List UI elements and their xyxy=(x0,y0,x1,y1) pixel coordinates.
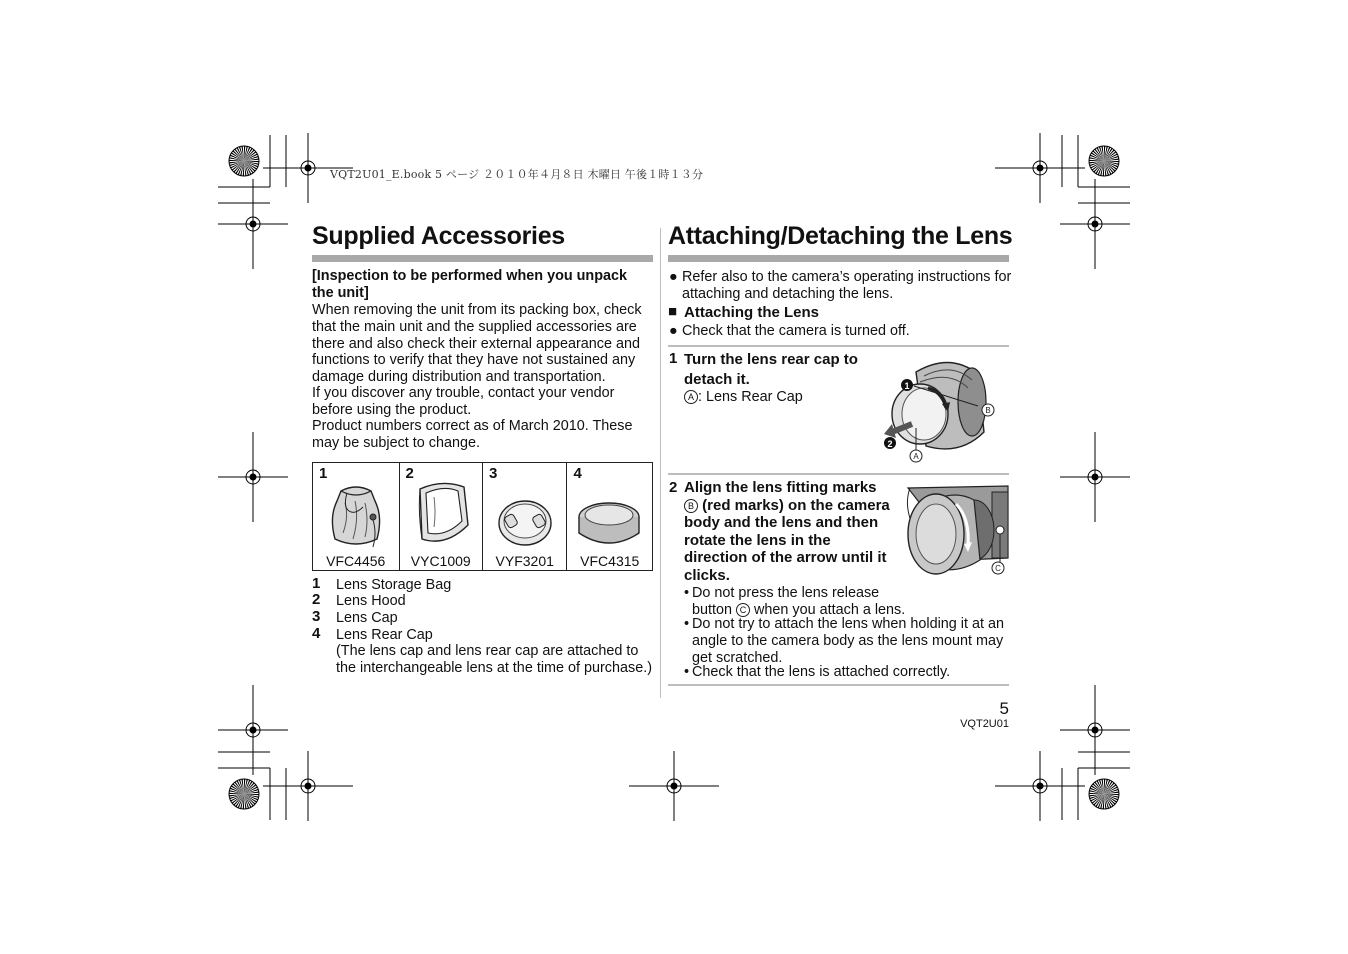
item-number: 3 xyxy=(312,608,321,625)
star-target-icon xyxy=(1088,778,1120,810)
star-target-icon xyxy=(228,145,260,177)
star-target-icon xyxy=(1088,145,1120,177)
step-number: 2 xyxy=(669,479,678,496)
accessory-number: 3 xyxy=(488,465,498,482)
accessories-table xyxy=(312,462,653,571)
star-target-icon xyxy=(228,778,260,810)
inspection-paragraph: When removing the unit from its packing box, check that the main unit and the supplied accessories are there and also check their external appearance and functions to verify that they have not sustained any damage during distribution and transportation. xyxy=(312,302,642,386)
attached-check-note: Check that the lens is attached correctly. xyxy=(692,664,951,680)
callout-marker: A xyxy=(684,390,698,404)
bullet-dot: ● xyxy=(669,269,678,285)
accessory-number: 4 xyxy=(573,465,582,482)
note-text: Do not press the lens release button xyxy=(692,585,880,618)
accessory-code: VYC1009 xyxy=(410,553,471,569)
column-divider xyxy=(660,228,661,698)
accessory-cell xyxy=(567,463,653,571)
page-title-supplied-accessories: Supplied Accessories xyxy=(312,222,565,250)
figure-marker: B xyxy=(985,406,991,415)
bullet-dot: ● xyxy=(669,323,678,339)
step2-title xyxy=(684,479,894,585)
lens-hood-icon xyxy=(406,477,476,553)
accessory-cell xyxy=(399,463,482,571)
angle-warning-note: Do not try to attach the lens when holding it at an angle to the camera body as the lens mount may get scratched. xyxy=(692,616,1004,666)
lens-cap-icon xyxy=(489,477,559,553)
bullet-dot: • xyxy=(684,585,690,601)
page-number: 5 xyxy=(999,699,1009,718)
item-label: Lens Rear Cap xyxy=(336,627,433,643)
step2-title-part: (red marks) on the camera body and the lens and then rotate the lens in the direction of the arrow until it clicks. xyxy=(684,496,890,584)
item-label: Lens Storage Bag xyxy=(336,577,452,593)
title-underline xyxy=(312,255,653,262)
bullet-dot: • xyxy=(684,616,690,632)
lens-rear-cap-removal-figure xyxy=(880,352,1008,466)
accessory-code: VFC4315 xyxy=(580,553,640,569)
step1-caption-text: : Lens Rear Cap xyxy=(698,389,803,405)
caps-note: (The lens cap and lens rear cap are attached to the interchangeable lens at the time of purchase.) xyxy=(336,643,652,676)
figure-marker: A xyxy=(913,452,919,461)
operating-instructions-note: Refer also to the camera’s operating instructions for attaching and detaching the lens. xyxy=(682,269,1012,302)
accessory-cell xyxy=(482,463,566,571)
accessory-code: VYF3201 xyxy=(495,553,554,569)
trouble-paragraph: If you discover any trouble, contact your vendor before using the product. xyxy=(312,385,615,418)
figure-marker: C xyxy=(995,564,1001,573)
note-text: when you attach a lens. xyxy=(754,601,906,618)
step1-caption xyxy=(684,389,803,406)
lens-rear-cap-icon xyxy=(573,477,645,553)
callout-marker: B xyxy=(684,499,698,513)
page-title-attaching-lens: Attaching/Detaching the Lens xyxy=(668,222,1013,250)
callout-marker: C xyxy=(736,603,750,617)
item-number: 4 xyxy=(312,625,321,642)
lens-attach-figure xyxy=(904,484,1010,578)
accessory-code: VFC4456 xyxy=(326,553,386,569)
title-underline xyxy=(668,255,1009,262)
item-number: 2 xyxy=(312,591,321,608)
camera-off-note: Check that the camera is turned off. xyxy=(682,323,910,339)
product-numbers-paragraph: Product numbers correct as of March 2010. These may be subject to change. xyxy=(312,418,633,451)
document-code: VQT2U01 xyxy=(960,718,1009,730)
step2-title-part: Align the lens fitting marks xyxy=(684,479,877,496)
accessory-number: 2 xyxy=(405,465,414,482)
file-info-header: VQT2U01_E.book 5 ページ ２０１０年４月８日 木曜日 午後１時１３分 xyxy=(330,168,704,181)
figure-marker: 1 xyxy=(904,381,910,391)
square-bullet-icon: ■ xyxy=(668,303,678,320)
release-button-note xyxy=(692,585,922,619)
item-number: 1 xyxy=(312,575,321,592)
step-number: 1 xyxy=(669,350,678,367)
item-label: Lens Hood xyxy=(336,593,406,609)
lens-storage-bag-icon xyxy=(319,477,393,553)
inspection-heading: [Inspection to be performed when you unpack the unit] xyxy=(312,268,628,301)
section-divider xyxy=(668,684,1009,686)
attaching-subheading: Attaching the Lens xyxy=(684,304,820,321)
accessory-number: 1 xyxy=(319,465,328,482)
item-label: Lens Cap xyxy=(336,610,398,626)
section-divider xyxy=(668,345,1009,347)
step1-title: Turn the lens rear cap to detach it. xyxy=(684,351,858,388)
accessory-cell xyxy=(313,463,400,571)
bullet-dot: • xyxy=(684,664,690,680)
section-divider xyxy=(668,473,1009,475)
figure-marker: 2 xyxy=(887,439,893,449)
